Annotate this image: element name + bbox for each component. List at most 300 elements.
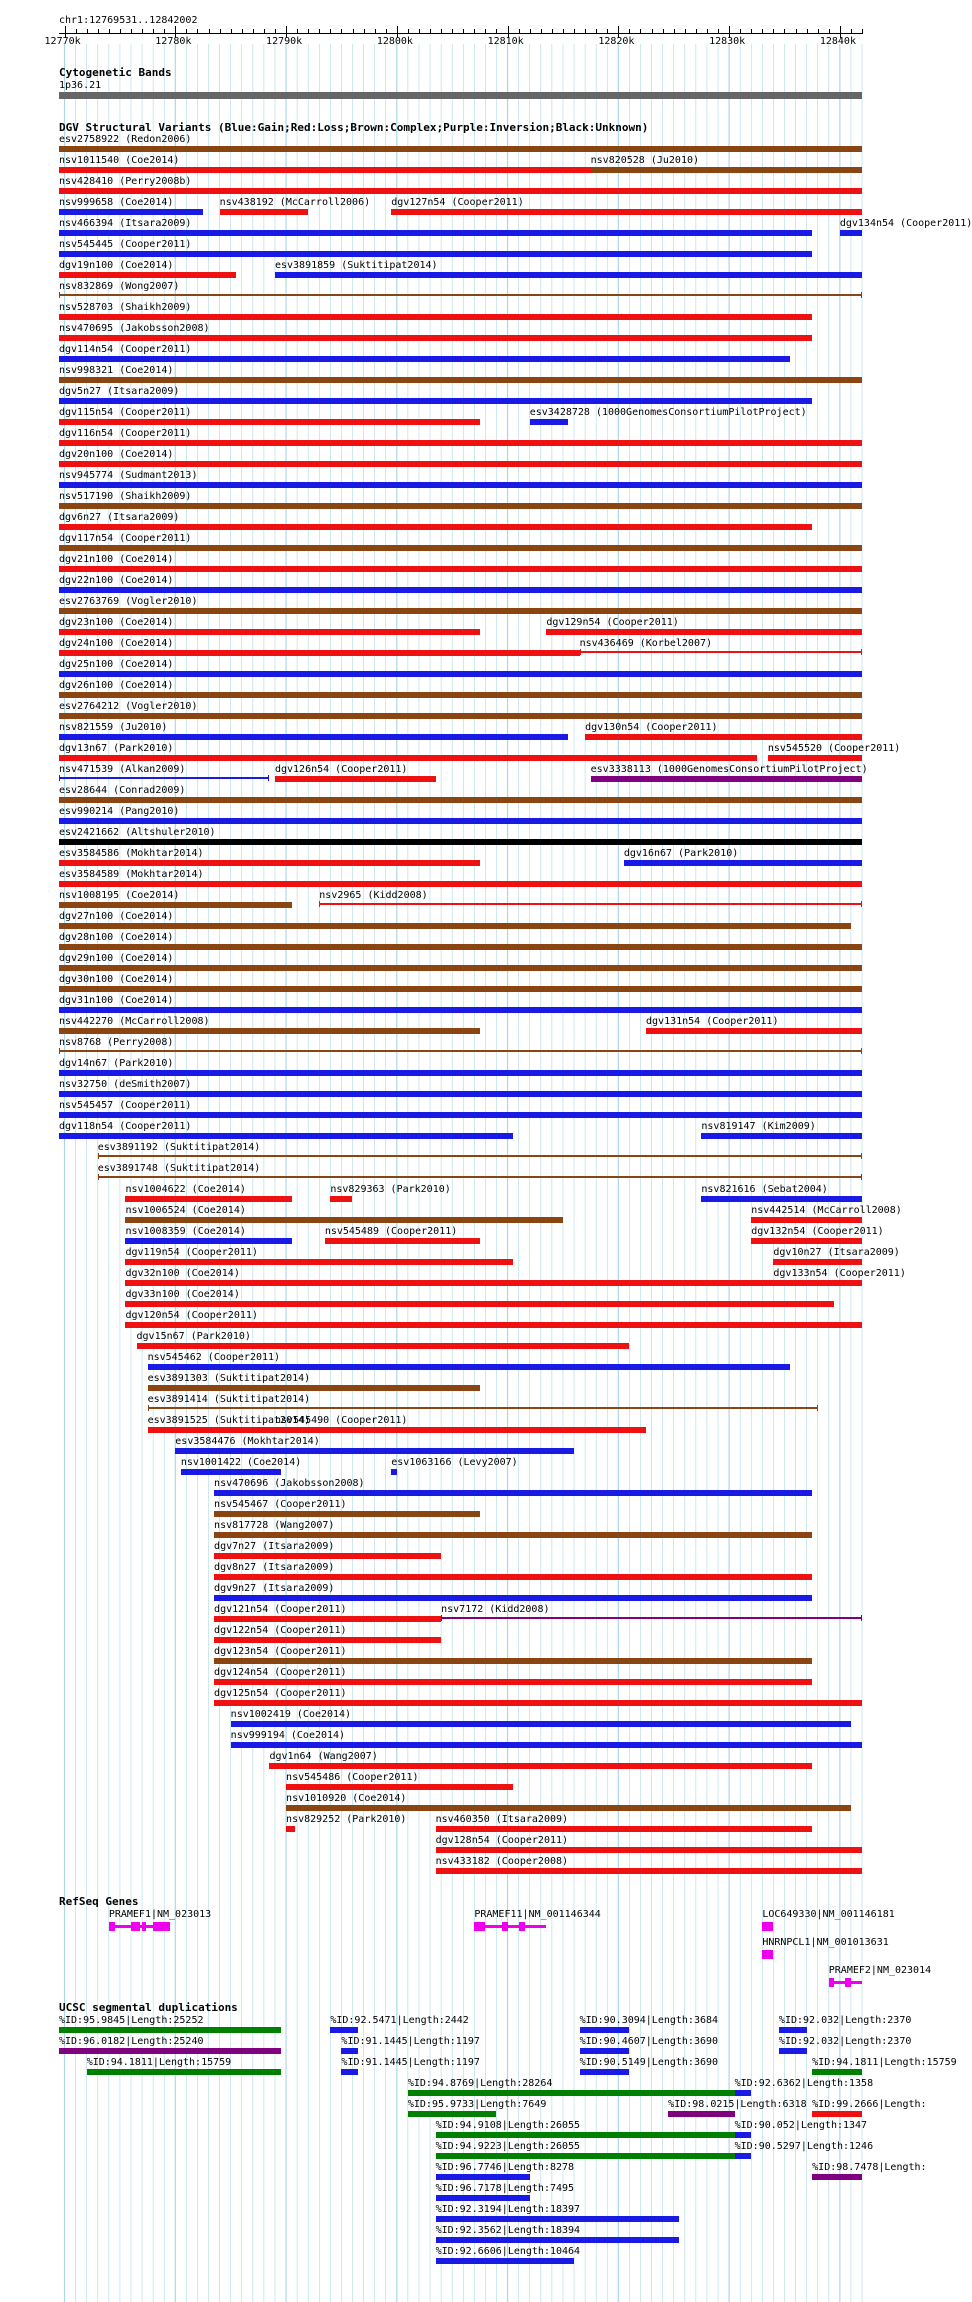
segdup-label: %ID:94.8769|Length:28264 <box>407 2078 553 2089</box>
dgv-variant-end-cap <box>861 1615 862 1621</box>
dgv-variant-label: nsv999658 (Coe2014) <box>59 197 174 208</box>
segdup-label: %ID:95.9845|Length:25252 <box>59 2015 204 2026</box>
ruler-minor-tick <box>519 29 520 34</box>
ruler-minor-tick <box>596 29 597 34</box>
dgv-variant-label: nsv821616 (Sebat2004) <box>701 1184 828 1195</box>
ruler-minor-tick <box>242 29 243 34</box>
dgv-variant-label: nsv470695 (Jakobsson2008) <box>59 323 210 334</box>
segdup-bar[interactable] <box>341 2048 358 2054</box>
dgv-variant-label: dgv10n27 (Itsara2009) <box>773 1247 900 1258</box>
dgv-variant-bar[interactable] <box>214 1553 441 1559</box>
dgv-variant-label: nsv442270 (McCarroll2008) <box>59 1016 210 1027</box>
dgv-variant-label: esv2758922 (Redon2006) <box>59 134 192 145</box>
segdup-label: %ID:92.6606|Length:10464 <box>435 2246 581 2257</box>
ruler-minor-tick <box>430 29 431 34</box>
dgv-variant-label: nsv8768 (Perry2008) <box>59 1037 174 1048</box>
segdup-label: %ID:92.3562|Length:18394 <box>435 2225 581 2236</box>
dgv-variant-bar[interactable] <box>59 755 757 761</box>
dgv-variant-bar[interactable] <box>330 1196 352 1202</box>
ruler-minor-tick <box>353 29 354 34</box>
dgv-variant-bar[interactable] <box>59 608 862 614</box>
segdup-bar[interactable] <box>436 2216 680 2222</box>
dgv-variant-label: dgv16n67 (Park2010) <box>623 848 739 859</box>
segdup-bar[interactable] <box>436 2174 530 2180</box>
dgv-variant-bar[interactable] <box>59 314 812 320</box>
dgv-variant-label: nsv829363 (Park2010) <box>330 1184 451 1195</box>
dgv-variant-label: nsv820528 (Ju2010) <box>590 155 700 166</box>
ruler-minor-tick <box>474 29 475 34</box>
dgv-variant-label: dgv23n100 (Coe2014) <box>59 617 174 628</box>
ruler-minor-tick <box>796 29 797 34</box>
ruler-minor-tick <box>496 29 497 34</box>
dgv-variant-bar[interactable] <box>591 776 862 782</box>
dgv-variant-label: nsv1002419 (Coe2014) <box>230 1709 352 1720</box>
ruler-minor-tick <box>98 29 99 34</box>
dgv-variant-bar[interactable] <box>773 1259 862 1265</box>
dgv-variant-label: dgv133n54 (Cooper2011) <box>773 1268 906 1279</box>
dgv-variant-end-cap <box>817 1405 818 1411</box>
dgv-variant-bar[interactable] <box>275 272 862 278</box>
dgv-variant-bar[interactable] <box>286 1784 513 1790</box>
ruler-minor-tick <box>76 29 77 34</box>
dgv-variant-label: nsv438192 (McCarroll2006) <box>219 197 371 208</box>
dgv-variant-bar[interactable] <box>148 1407 818 1409</box>
segdup-bar[interactable] <box>436 2258 574 2264</box>
dgv-variant-bar[interactable] <box>125 1280 812 1286</box>
dgv-variant-bar[interactable] <box>319 903 862 905</box>
dgv-variant-bar[interactable] <box>231 1721 851 1727</box>
dgv-variant-bar[interactable] <box>125 1322 862 1328</box>
dgv-variant-bar[interactable] <box>214 1532 812 1538</box>
dgv-variant-bar[interactable] <box>98 1155 862 1157</box>
ruler-tick-label: 12840k <box>819 36 856 47</box>
dgv-variant-label: dgv116n54 (Cooper2011) <box>59 428 192 439</box>
segdup-label: %ID:92.032|Length:2370 <box>778 2015 912 2026</box>
dgv-variant-label: dgv19n100 (Coe2014) <box>59 260 174 271</box>
segdup-bar[interactable] <box>812 2111 862 2117</box>
dgv-variant-label: dgv8n27 (Itsara2009) <box>214 1562 335 1573</box>
dgv-variant-bar[interactable] <box>768 755 862 761</box>
segdup-bar[interactable] <box>735 2153 752 2159</box>
cytoband-track-title: Cytogenetic Bands <box>59 66 172 79</box>
ruler-minor-tick <box>419 29 420 34</box>
dgv-variant-bar[interactable] <box>59 1070 862 1076</box>
dgv-variant-label: nsv1004622 (Coe2014) <box>125 1184 246 1195</box>
segdup-bar[interactable] <box>580 2027 630 2033</box>
dgv-variant-bar[interactable] <box>59 1133 513 1139</box>
segdup-label: %ID:99.2666|Length: <box>812 2099 927 2110</box>
dgv-variant-bar[interactable] <box>624 860 862 866</box>
ruler-minor-tick <box>231 29 232 34</box>
dgv-variant-label: nsv545490 (Cooper2011) <box>274 1415 408 1426</box>
dgv-variant-bar[interactable] <box>59 503 862 509</box>
dgv-variant-end-cap <box>861 649 862 655</box>
dgv-variant-end-cap <box>861 1048 862 1054</box>
dgv-variant-bar[interactable] <box>125 1196 291 1202</box>
dgv-variant-bar[interactable] <box>59 881 862 887</box>
ruler-minor-tick <box>707 29 708 34</box>
cytoband-label: 1p36.21 <box>59 80 102 91</box>
dgv-variant-end-cap <box>861 901 862 907</box>
dgv-variant-end-cap <box>98 1174 99 1180</box>
dgv-variant-bar[interactable] <box>751 1238 862 1244</box>
ruler-minor-tick <box>574 29 575 34</box>
ruler-minor-tick <box>375 29 376 34</box>
refseq-gene-exon[interactable] <box>109 1922 116 1931</box>
segdup-bar[interactable] <box>436 2195 530 2201</box>
dgv-variant-bar[interactable] <box>585 734 862 740</box>
dgv-variant-bar[interactable] <box>59 356 790 362</box>
dgv-variant-label: dgv14n67 (Park2010) <box>59 1058 174 1069</box>
dgv-variant-label: dgv123n54 (Cooper2011) <box>214 1646 347 1657</box>
dgv-variant-label: nsv545445 (Cooper2011) <box>59 239 192 250</box>
dgv-variant-bar[interactable] <box>325 1238 480 1244</box>
segdup-label: %ID:92.3194|Length:18397 <box>435 2204 581 2215</box>
ruler-minor-tick <box>530 29 531 34</box>
dgv-variant-bar[interactable] <box>59 923 851 929</box>
dgv-variant-bar[interactable] <box>137 1343 630 1349</box>
ruler-minor-tick <box>585 29 586 34</box>
ruler-minor-tick <box>663 29 664 34</box>
dgv-variant-bar[interactable] <box>59 566 862 572</box>
dgv-variant-bar[interactable] <box>59 692 862 698</box>
dgv-variant-bar[interactable] <box>436 1868 862 1874</box>
dgv-variant-label: dgv131n54 (Cooper2011) <box>646 1016 779 1027</box>
ruler-minor-tick <box>607 29 608 34</box>
dgv-variant-bar[interactable] <box>214 1595 812 1601</box>
segdup-bar[interactable] <box>779 2027 807 2033</box>
ruler-minor-tick <box>142 29 143 34</box>
dgv-variant-bar[interactable] <box>580 651 862 653</box>
dgv-variant-bar[interactable] <box>391 209 862 215</box>
dgv-variant-bar[interactable] <box>646 1028 862 1034</box>
dgv-variant-bar[interactable] <box>59 272 236 278</box>
dgv-variant-label: nsv1008195 (Coe2014) <box>59 890 180 901</box>
dgv-variant-label: nsv471539 (Alkan2009) <box>59 764 186 775</box>
dgv-variant-label: nsv819147 (Kim2009) <box>701 1121 816 1132</box>
ruler-minor-tick <box>552 29 553 34</box>
dgv-variant-bar[interactable] <box>59 629 480 635</box>
dgv-variant-label: dgv130n54 (Cooper2011) <box>585 722 718 733</box>
ruler-minor-tick <box>818 29 819 34</box>
dgv-variant-bar[interactable] <box>148 1385 480 1391</box>
dgv-variant-label: dgv33n100 (Coe2014) <box>125 1289 240 1300</box>
refseq-gene-exon[interactable] <box>519 1922 526 1931</box>
dgv-variant-label: esv3338113 (1000GenomesConsortiumPilotProject) <box>590 764 868 775</box>
segdup-label: %ID:94.9108|Length:26055 <box>435 2120 581 2131</box>
dgv-variant-bar[interactable] <box>220 209 309 215</box>
dgv-variant-bar[interactable] <box>441 1617 862 1619</box>
dgv-variant-label: nsv1010920 (Coe2014) <box>286 1793 407 1804</box>
ruler-minor-tick <box>109 29 110 34</box>
dgv-variant-label: nsv436469 (Korbel2007) <box>579 638 713 649</box>
ruler-minor-tick <box>264 29 265 34</box>
segdup-label: %ID:90.4607|Length:3690 <box>579 2036 719 2047</box>
dgv-variant-label: nsv829252 (Park2010) <box>286 1814 407 1825</box>
dgv-variant-bar[interactable] <box>546 629 862 635</box>
dgv-variant-bar[interactable] <box>773 1280 862 1286</box>
dgv-variant-label: nsv545467 (Cooper2011) <box>214 1499 347 1510</box>
ruler-tick-label: 12800k <box>376 36 413 47</box>
dgv-variant-label: dgv25n100 (Coe2014) <box>59 659 174 670</box>
dgv-variant-label: nsv517190 (Shaikh2009) <box>59 491 192 502</box>
refseq-gene-exon[interactable] <box>142 1922 146 1931</box>
dgv-variant-bar[interactable] <box>59 839 862 845</box>
dgv-variant-label: dgv126n54 (Cooper2011) <box>274 764 408 775</box>
dgv-variant-bar[interactable] <box>59 419 480 425</box>
segdup-bar[interactable] <box>408 2111 497 2117</box>
refseq-gene-exon[interactable] <box>153 1922 170 1931</box>
segdup-label: %ID:91.1445|Length:1197 <box>341 2036 480 2047</box>
dgv-variant-bar[interactable] <box>214 1616 441 1622</box>
refseq-track-title: RefSeq Genes <box>59 1895 139 1908</box>
dgv-variant-bar[interactable] <box>436 1847 862 1853</box>
dgv-variant-end-cap <box>861 1174 862 1180</box>
dgv-variant-bar[interactable] <box>148 1427 275 1433</box>
dgv-variant-label: dgv132n54 (Cooper2011) <box>751 1226 884 1237</box>
segdup-bar[interactable] <box>580 2048 630 2054</box>
dgv-variant-bar[interactable] <box>59 965 862 971</box>
dgv-variant-bar[interactable] <box>59 860 480 866</box>
dgv-variant-label: dgv9n27 (Itsara2009) <box>214 1583 335 1594</box>
dgv-variant-bar[interactable] <box>125 1217 562 1223</box>
cytoband-bar[interactable] <box>59 92 862 99</box>
dgv-variant-label: dgv121n54 (Cooper2011) <box>214 1604 347 1615</box>
segdup-bar[interactable] <box>436 2132 735 2138</box>
dgv-variant-label: dgv127n54 (Cooper2011) <box>391 197 524 208</box>
dgv-variant-bar[interactable] <box>59 797 862 803</box>
location-label: chr1:12769531..12842002 <box>59 15 198 26</box>
dgv-variant-bar[interactable] <box>214 1679 812 1685</box>
ruler-minor-tick <box>696 29 697 34</box>
ruler-minor-tick <box>762 29 763 34</box>
refseq-gene-exon[interactable] <box>131 1922 140 1931</box>
refseq-gene-label: PRAMEF1|NM_023013 <box>108 1909 212 1920</box>
refseq-gene-exon[interactable] <box>762 1950 773 1959</box>
refseq-gene-exon[interactable] <box>502 1922 508 1931</box>
dgv-variant-bar[interactable] <box>59 1091 862 1097</box>
dgv-variant-end-cap <box>148 1405 149 1411</box>
dgv-variant-label: dgv27n100 (Coe2014) <box>59 911 174 922</box>
dgv-variant-label: nsv832869 (Wong2007) <box>59 281 180 292</box>
segdup-label: %ID:94.1811|Length:15759 <box>86 2057 232 2068</box>
ruler-minor-tick <box>685 29 686 34</box>
ruler-tick-label: 12790k <box>266 36 303 47</box>
dgv-variant-bar[interactable] <box>125 1259 513 1265</box>
segdup-label: %ID:94.1811|Length:15759 <box>812 2057 957 2068</box>
dgv-variant-bar[interactable] <box>59 230 812 236</box>
ruler-minor-tick <box>330 29 331 34</box>
dgv-variant-bar[interactable] <box>286 1826 295 1832</box>
ruler-tick-label: 12830k <box>709 36 746 47</box>
dgv-variant-bar[interactable] <box>59 986 862 992</box>
ruler-minor-tick <box>131 29 132 34</box>
segdup-bar[interactable] <box>735 2090 752 2096</box>
segdup-bar[interactable] <box>812 2069 862 2075</box>
dgv-variant-label: esv3584586 (Mokhtar2014) <box>59 848 204 859</box>
segdup-bar[interactable] <box>330 2027 358 2033</box>
ruler-minor-tick <box>197 29 198 34</box>
segdup-bar[interactable] <box>436 2237 680 2243</box>
dgv-variant-label: dgv119n54 (Cooper2011) <box>125 1247 258 1258</box>
dgv-variant-bar[interactable] <box>59 146 862 152</box>
dgv-variant-bar[interactable] <box>59 461 862 467</box>
ruler-minor-tick <box>862 29 863 34</box>
dgv-variant-label: dgv124n54 (Cooper2011) <box>214 1667 347 1678</box>
segdup-label: %ID:94.9223|Length:26055 <box>435 2141 581 2152</box>
ruler-minor-tick <box>120 29 121 34</box>
dgv-variant-label: nsv1006524 (Coe2014) <box>125 1205 246 1216</box>
dgv-variant-label: nsv1011540 (Coe2014) <box>59 155 180 166</box>
dgv-variant-bar[interactable] <box>59 377 862 383</box>
dgv-variant-bar[interactable] <box>98 1176 862 1178</box>
dgv-variant-bar[interactable] <box>214 1490 812 1496</box>
dgv-variant-bar[interactable] <box>436 1826 813 1832</box>
ruler-minor-tick <box>674 29 675 34</box>
dgv-variant-label: dgv5n27 (Itsara2009) <box>59 386 180 397</box>
ruler-minor-tick <box>209 29 210 34</box>
ruler-minor-tick <box>408 29 409 34</box>
ruler-minor-tick <box>153 29 154 34</box>
segdup-label: %ID:95.9733|Length:7649 <box>407 2099 547 2110</box>
segdup-bar[interactable] <box>341 2069 358 2075</box>
dgv-variant-bar[interactable] <box>214 1700 862 1706</box>
dgv-variant-bar[interactable] <box>59 1112 862 1118</box>
dgv-variant-label: dgv22n100 (Coe2014) <box>59 575 174 586</box>
refseq-gene-label: LOC649330|NM_001146181 <box>762 1909 895 1920</box>
segdup-label: %ID:90.5297|Length:1246 <box>734 2141 874 2152</box>
dgv-variant-bar[interactable] <box>59 188 862 194</box>
dgv-variant-bar[interactable] <box>59 335 812 341</box>
refseq-gene-exon[interactable] <box>762 1922 773 1931</box>
dgv-variant-bar[interactable] <box>148 1364 790 1370</box>
segdup-label: %ID:92.5471|Length:2442 <box>330 2015 469 2026</box>
dgv-variant-bar[interactable] <box>214 1658 812 1664</box>
refseq-gene-label: PRAMEF2|NM_023014 <box>828 1965 932 1976</box>
dgv-variant-bar[interactable] <box>840 230 862 236</box>
dgv-variant-bar[interactable] <box>275 1427 646 1433</box>
dgv-variant-label: dgv125n54 (Cooper2011) <box>214 1688 347 1699</box>
segdup-bar[interactable] <box>59 2027 281 2033</box>
dgv-variant-bar[interactable] <box>59 902 292 908</box>
dgv-variant-bar[interactable] <box>286 1805 851 1811</box>
ruler-minor-tick <box>485 29 486 34</box>
dgv-variant-label: nsv945774 (Sudmant2013) <box>59 470 198 481</box>
dgv-variant-bar[interactable] <box>59 294 862 296</box>
dgv-variant-bar[interactable] <box>59 587 862 593</box>
segdup-bar[interactable] <box>87 2069 281 2075</box>
refseq-gene-exon[interactable] <box>474 1922 485 1931</box>
dgv-variant-bar[interactable] <box>59 944 862 950</box>
dgv-variant-bar[interactable] <box>530 419 569 425</box>
ruler-minor-tick <box>851 29 852 34</box>
dgv-variant-bar[interactable] <box>59 440 862 446</box>
dgv-variant-label: nsv32750 (deSmith2007) <box>59 1079 192 1090</box>
segdup-bar[interactable] <box>580 2069 630 2075</box>
segdup-bar[interactable] <box>812 2174 862 2180</box>
dgv-variant-bar[interactable] <box>59 777 269 779</box>
dgv-variant-label: dgv29n100 (Coe2014) <box>59 953 174 964</box>
dgv-variant-bar[interactable] <box>59 818 862 824</box>
ruler-minor-tick <box>652 29 653 34</box>
dgv-variant-label: nsv1001422 (Coe2014) <box>180 1457 302 1468</box>
ruler-minor-tick <box>740 29 741 34</box>
dgv-variant-bar[interactable] <box>214 1574 812 1580</box>
refseq-gene-exon[interactable] <box>845 1978 851 1987</box>
dgv-variant-bar[interactable] <box>125 1238 291 1244</box>
ruler-minor-tick <box>386 29 387 34</box>
dgv-variant-bar[interactable] <box>231 1742 862 1748</box>
segdup-label: %ID:96.7178|Length:7495 <box>435 2183 575 2194</box>
dgv-variant-label: nsv1008359 (Coe2014) <box>125 1226 246 1237</box>
segdup-label: %ID:98.7478|Length: <box>812 2162 927 2173</box>
dgv-variant-label: nsv545520 (Cooper2011) <box>767 743 901 754</box>
dgv-variant-bar[interactable] <box>59 251 812 257</box>
dgv-variant-label: dgv28n100 (Coe2014) <box>59 932 174 943</box>
dgv-variant-bar[interactable] <box>59 713 862 719</box>
dgv-variant-bar[interactable] <box>269 1763 812 1769</box>
dgv-variant-label: esv2763769 (Vogler2010) <box>59 596 198 607</box>
segdup-label: %ID:90.3094|Length:3684 <box>579 2015 719 2026</box>
ruler-minor-tick <box>275 29 276 34</box>
dgv-variant-bar[interactable] <box>175 1448 574 1454</box>
segdup-bar[interactable] <box>779 2048 807 2054</box>
dgv-variant-bar[interactable] <box>59 398 812 404</box>
dgv-variant-bar[interactable] <box>59 671 862 677</box>
dgv-variant-bar[interactable] <box>591 167 862 173</box>
ruler[interactable] <box>0 26 890 50</box>
ruler-minor-tick <box>364 29 365 34</box>
dgv-variant-bar[interactable] <box>751 1217 862 1223</box>
dgv-variant-bar[interactable] <box>701 1196 862 1202</box>
refseq-gene-exon[interactable] <box>829 1978 835 1987</box>
dgv-variant-bar[interactable] <box>59 209 203 215</box>
dgv-variant-bar[interactable] <box>59 1007 862 1013</box>
refseq-gene-label: PRAMEF11|NM_001146344 <box>474 1909 601 1920</box>
dgv-variant-label: esv1063166 (Levy2007) <box>391 1457 518 1468</box>
dgv-variant-label: dgv13n67 (Park2010) <box>59 743 174 754</box>
dgv-variant-label: dgv115n54 (Cooper2011) <box>59 407 192 418</box>
segdup-bar[interactable] <box>436 2153 735 2159</box>
dgv-variant-bar[interactable] <box>59 482 862 488</box>
segdup-bar[interactable] <box>735 2132 752 2138</box>
segdup-bar[interactable] <box>408 2090 735 2096</box>
dgv-variant-bar[interactable] <box>59 524 812 530</box>
dgv-variant-bar[interactable] <box>59 1050 862 1052</box>
dgv-variant-bar[interactable] <box>59 1028 480 1034</box>
dgv-variant-label: esv2421662 (Altshuler2010) <box>59 827 216 838</box>
dgv-variant-bar[interactable] <box>275 776 436 782</box>
dgv-variant-bar[interactable] <box>391 1469 397 1475</box>
dgv-variant-bar[interactable] <box>59 734 568 740</box>
ruler-minor-tick <box>253 29 254 34</box>
ruler-minor-tick <box>784 29 785 34</box>
dgv-variant-bar[interactable] <box>214 1511 480 1517</box>
ruler-minor-tick <box>87 29 88 34</box>
segdup-label: %ID:96.0182|Length:25240 <box>59 2036 204 2047</box>
dgv-variant-bar[interactable] <box>59 545 862 551</box>
dgv-variant-label: dgv7n27 (Itsara2009) <box>214 1541 335 1552</box>
ruler-minor-tick <box>186 29 187 34</box>
dgv-variant-bar[interactable] <box>125 1301 834 1307</box>
segdup-label: %ID:98.0215|Length:6318 <box>668 2099 807 2110</box>
dgv-variant-bar[interactable] <box>59 650 580 656</box>
dgv-variant-bar[interactable] <box>701 1133 862 1139</box>
dgv-variant-bar[interactable] <box>181 1469 281 1475</box>
dgv-variant-bar[interactable] <box>214 1637 441 1643</box>
segdup-bar[interactable] <box>59 2048 281 2054</box>
segdup-bar[interactable] <box>668 2111 734 2117</box>
